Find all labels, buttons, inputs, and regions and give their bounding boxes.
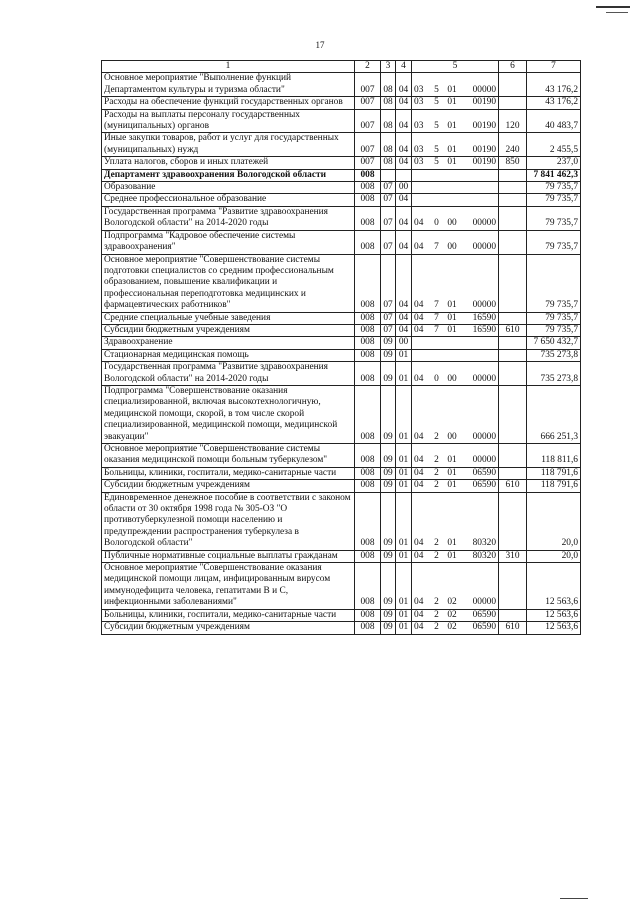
- target-direction-code-cell: [461, 194, 499, 206]
- amount-cell: 40 483,7: [527, 109, 581, 133]
- target-activity-code-cell: 01: [444, 73, 461, 97]
- target-direction-code-cell: [461, 349, 499, 361]
- target-direction-code-cell: 16590: [461, 324, 499, 336]
- target-direction-code-cell: 06590: [461, 609, 499, 621]
- target-activity-code-cell: 01: [444, 480, 461, 492]
- target-subprogram-code-cell: [430, 194, 444, 206]
- admin-code-cell: 008: [355, 609, 381, 621]
- amount-cell: 237,0: [527, 157, 581, 169]
- target-direction-code-cell: 06590: [461, 622, 499, 634]
- amount-cell: 12 563,6: [527, 563, 581, 610]
- subsection-code-cell: 04: [396, 206, 412, 230]
- item-name-cell: Подпрограмма "Кадровое обеспечение системы здравоохранения": [102, 230, 355, 254]
- target-activity-code-cell: 00: [444, 362, 461, 386]
- target-program-code-cell: 04: [412, 550, 430, 562]
- admin-code-cell: 008: [355, 182, 381, 194]
- target-activity-code-cell: 01: [444, 254, 461, 312]
- amount-cell: 735 273,8: [527, 362, 581, 386]
- target-activity-code-cell: [444, 194, 461, 206]
- header-col-7: 7: [527, 61, 581, 73]
- subsection-code-cell: 00: [396, 337, 412, 349]
- target-subprogram-code-cell: [430, 169, 444, 181]
- item-name-cell: Государственная программа "Развитие здравоохранения Вологодской области" на 2014-2020 годы: [102, 206, 355, 230]
- expense-type-code-cell: [499, 254, 527, 312]
- section-code-cell: 08: [381, 97, 396, 109]
- target-activity-code-cell: 01: [444, 312, 461, 324]
- target-subprogram-code-cell: 2: [430, 480, 444, 492]
- amount-cell: 666 251,3: [527, 385, 581, 443]
- section-code-cell: 09: [381, 563, 396, 610]
- target-activity-code-cell: 01: [444, 550, 461, 562]
- admin-code-cell: 008: [355, 206, 381, 230]
- section-code-cell: 08: [381, 73, 396, 97]
- admin-code-cell: 008: [355, 230, 381, 254]
- table-row: [102, 550, 581, 562]
- admin-code-cell: 007: [355, 133, 381, 157]
- subsection-code-cell: 04: [396, 157, 412, 169]
- table-row: [102, 182, 581, 194]
- target-activity-code-cell: [444, 337, 461, 349]
- target-subprogram-code-cell: 5: [430, 133, 444, 157]
- subsection-code-cell: 01: [396, 385, 412, 443]
- subsection-code-cell: 04: [396, 194, 412, 206]
- subsection-code-cell: [396, 169, 412, 181]
- item-name-cell: Департамент здравоохранения Вологодской области: [102, 169, 355, 181]
- table-row: [102, 444, 581, 468]
- expense-type-code-cell: [499, 73, 527, 97]
- amount-cell: 2 455,5: [527, 133, 581, 157]
- target-program-code-cell: 03: [412, 73, 430, 97]
- section-code-cell: 07: [381, 324, 396, 336]
- table-row: [102, 563, 581, 610]
- section-code-cell: 07: [381, 182, 396, 194]
- target-program-code-cell: 04: [412, 444, 430, 468]
- target-program-code-cell: [412, 182, 430, 194]
- table-row: [102, 324, 581, 336]
- subsection-code-cell: 01: [396, 563, 412, 610]
- amount-cell: 79 735,7: [527, 182, 581, 194]
- target-program-code-cell: 04: [412, 312, 430, 324]
- admin-code-cell: 008: [355, 563, 381, 610]
- table-row: [102, 157, 581, 169]
- item-name-cell: Единовременное денежное пособие в соответствии с законом области от 30 октября 1998 года № 305-ОЗ "О противотуберкулезной помощи населению и предупреждении распространения туберкулеза в Вологодской области": [102, 492, 355, 550]
- section-code-cell: 07: [381, 194, 396, 206]
- table-body: [102, 73, 581, 634]
- section-code-cell: 09: [381, 444, 396, 468]
- section-code-cell: 08: [381, 133, 396, 157]
- subsection-code-cell: 04: [396, 97, 412, 109]
- target-program-code-cell: 04: [412, 230, 430, 254]
- header-col-1: 1: [102, 61, 355, 73]
- table-row: [102, 194, 581, 206]
- amount-cell: 7 650 432,7: [527, 337, 581, 349]
- subsection-code-cell: 04: [396, 230, 412, 254]
- header-col-4: 4: [396, 61, 412, 73]
- target-direction-code-cell: 00190: [461, 133, 499, 157]
- subsection-code-cell: 04: [396, 254, 412, 312]
- target-subprogram-code-cell: 5: [430, 157, 444, 169]
- target-activity-code-cell: 02: [444, 563, 461, 610]
- section-code-cell: 07: [381, 254, 396, 312]
- table-row: [102, 480, 581, 492]
- section-code-cell: 09: [381, 622, 396, 634]
- target-subprogram-code-cell: [430, 349, 444, 361]
- expense-type-code-cell: [499, 563, 527, 610]
- subsection-code-cell: 01: [396, 492, 412, 550]
- target-subprogram-code-cell: 5: [430, 73, 444, 97]
- target-program-code-cell: 04: [412, 622, 430, 634]
- expense-type-code-cell: [499, 182, 527, 194]
- item-name-cell: Субсидии бюджетным учреждениям: [102, 622, 355, 634]
- expense-type-code-cell: 610: [499, 622, 527, 634]
- expense-type-code-cell: [499, 385, 527, 443]
- expense-type-code-cell: [499, 337, 527, 349]
- target-subprogram-code-cell: 7: [430, 312, 444, 324]
- target-activity-code-cell: 02: [444, 609, 461, 621]
- section-code-cell: 07: [381, 312, 396, 324]
- target-direction-code-cell: [461, 337, 499, 349]
- target-subprogram-code-cell: 5: [430, 97, 444, 109]
- scan-mark-top: [596, 6, 630, 8]
- budget-table: [101, 60, 581, 635]
- scan-mark-bottom: [560, 898, 588, 899]
- target-subprogram-code-cell: 2: [430, 385, 444, 443]
- item-name-cell: Больницы, клиники, госпитали, медико-санитарные части: [102, 467, 355, 479]
- target-activity-code-cell: [444, 182, 461, 194]
- target-program-code-cell: 04: [412, 254, 430, 312]
- table-row: [102, 622, 581, 634]
- amount-cell: 43 176,2: [527, 73, 581, 97]
- table-row: [102, 133, 581, 157]
- target-subprogram-code-cell: 0: [430, 362, 444, 386]
- table-row: [102, 97, 581, 109]
- section-code-cell: 09: [381, 492, 396, 550]
- item-name-cell: Публичные нормативные социальные выплаты гражданам: [102, 550, 355, 562]
- expense-type-code-cell: 610: [499, 324, 527, 336]
- expense-type-code-cell: [499, 444, 527, 468]
- item-name-cell: Иные закупки товаров, работ и услуг для государственных (муниципальных) нужд: [102, 133, 355, 157]
- amount-cell: 118 811,6: [527, 444, 581, 468]
- target-activity-code-cell: 00: [444, 230, 461, 254]
- admin-code-cell: 007: [355, 157, 381, 169]
- subsection-code-cell: 04: [396, 324, 412, 336]
- target-program-code-cell: [412, 194, 430, 206]
- table-row: [102, 467, 581, 479]
- expense-type-code-cell: [499, 609, 527, 621]
- section-code-cell: 07: [381, 206, 396, 230]
- amount-cell: 79 735,7: [527, 254, 581, 312]
- section-code-cell: 07: [381, 230, 396, 254]
- section-code-cell: 09: [381, 337, 396, 349]
- amount-cell: 79 735,7: [527, 206, 581, 230]
- item-name-cell: Основное мероприятие "Совершенствование системы подготовки специалистов со средним профессиональным образованием, повышение квалификации и профессиональная переподготовка медицинских и фармацевтических работников": [102, 254, 355, 312]
- target-subprogram-code-cell: [430, 182, 444, 194]
- target-program-code-cell: 03: [412, 157, 430, 169]
- admin-code-cell: 008: [355, 467, 381, 479]
- item-name-cell: Среднее профессиональное образование: [102, 194, 355, 206]
- target-direction-code-cell: [461, 169, 499, 181]
- section-code-cell: 09: [381, 349, 396, 361]
- subsection-code-cell: 01: [396, 480, 412, 492]
- target-activity-code-cell: 01: [444, 109, 461, 133]
- item-name-cell: Подпрограмма "Совершенствование оказания специализированной, включая высокотехнологичную, медицинской помощи, скорой, в том числе скорой специализированной, медицинской помощи, медицинской эвакуации": [102, 385, 355, 443]
- amount-cell: 118 791,6: [527, 467, 581, 479]
- target-activity-code-cell: [444, 349, 461, 361]
- subsection-code-cell: 04: [396, 312, 412, 324]
- target-direction-code-cell: 00190: [461, 97, 499, 109]
- subsection-code-cell: 01: [396, 550, 412, 562]
- expense-type-code-cell: [499, 169, 527, 181]
- admin-code-cell: 008: [355, 362, 381, 386]
- item-name-cell: Основное мероприятие "Совершенствование оказания медицинской помощи лицам, инфицированным вирусом иммунодефицита человека, гепатитами В и С, инфекционными заболеваниями": [102, 563, 355, 610]
- header-col-2: 2: [355, 61, 381, 73]
- target-direction-code-cell: [461, 182, 499, 194]
- amount-cell: 12 563,6: [527, 622, 581, 634]
- admin-code-cell: 008: [355, 550, 381, 562]
- amount-cell: 79 735,7: [527, 230, 581, 254]
- target-program-code-cell: 04: [412, 385, 430, 443]
- target-direction-code-cell: 00190: [461, 157, 499, 169]
- item-name-cell: Больницы, клиники, госпитали, медико-санитарные части: [102, 609, 355, 621]
- admin-code-cell: 008: [355, 254, 381, 312]
- item-name-cell: Уплата налогов, сборов и иных платежей: [102, 157, 355, 169]
- item-name-cell: Субсидии бюджетным учреждениям: [102, 480, 355, 492]
- subsection-code-cell: 01: [396, 467, 412, 479]
- expense-type-code-cell: 610: [499, 480, 527, 492]
- scan-mark-top-secondary: [606, 12, 628, 13]
- target-direction-code-cell: 00000: [461, 73, 499, 97]
- target-activity-code-cell: 01: [444, 444, 461, 468]
- target-direction-code-cell: 00190: [461, 109, 499, 133]
- target-direction-code-cell: 06590: [461, 480, 499, 492]
- section-code-cell: 08: [381, 157, 396, 169]
- target-program-code-cell: [412, 169, 430, 181]
- admin-code-cell: 008: [355, 349, 381, 361]
- target-program-code-cell: 04: [412, 563, 430, 610]
- amount-cell: 79 735,7: [527, 312, 581, 324]
- target-program-code-cell: 03: [412, 133, 430, 157]
- expense-type-code-cell: [499, 492, 527, 550]
- target-direction-code-cell: 00000: [461, 563, 499, 610]
- target-activity-code-cell: 01: [444, 133, 461, 157]
- item-name-cell: Расходы на обеспечение функций государственных органов: [102, 97, 355, 109]
- amount-cell: 43 176,2: [527, 97, 581, 109]
- target-program-code-cell: 04: [412, 467, 430, 479]
- expense-type-code-cell: [499, 312, 527, 324]
- target-program-code-cell: [412, 337, 430, 349]
- subsection-code-cell: 01: [396, 444, 412, 468]
- subsection-code-cell: 01: [396, 362, 412, 386]
- table-row: [102, 254, 581, 312]
- admin-code-cell: 008: [355, 480, 381, 492]
- target-program-code-cell: 03: [412, 109, 430, 133]
- table-row: [102, 169, 581, 181]
- target-subprogram-code-cell: [430, 337, 444, 349]
- amount-cell: 79 735,7: [527, 324, 581, 336]
- target-activity-code-cell: 00: [444, 206, 461, 230]
- admin-code-cell: 008: [355, 324, 381, 336]
- target-direction-code-cell: 00000: [461, 444, 499, 468]
- table-header-row: [102, 61, 581, 73]
- expense-type-code-cell: [499, 349, 527, 361]
- target-subprogram-code-cell: 2: [430, 444, 444, 468]
- expense-type-code-cell: 120: [499, 109, 527, 133]
- section-code-cell: 09: [381, 609, 396, 621]
- admin-code-cell: 007: [355, 73, 381, 97]
- admin-code-cell: 008: [355, 385, 381, 443]
- target-program-code-cell: 04: [412, 480, 430, 492]
- item-name-cell: Субсидии бюджетным учреждениям: [102, 324, 355, 336]
- subsection-code-cell: 01: [396, 622, 412, 634]
- target-subprogram-code-cell: 2: [430, 563, 444, 610]
- table-row: [102, 362, 581, 386]
- target-activity-code-cell: 00: [444, 385, 461, 443]
- subsection-code-cell: 01: [396, 349, 412, 361]
- target-subprogram-code-cell: 2: [430, 492, 444, 550]
- expense-type-code-cell: 850: [499, 157, 527, 169]
- table-row: [102, 492, 581, 550]
- table-row: [102, 230, 581, 254]
- section-code-cell: 08: [381, 109, 396, 133]
- header-col-3: 3: [381, 61, 396, 73]
- target-direction-code-cell: 00000: [461, 230, 499, 254]
- target-activity-code-cell: 01: [444, 97, 461, 109]
- item-name-cell: Здравоохранение: [102, 337, 355, 349]
- target-activity-code-cell: [444, 169, 461, 181]
- target-subprogram-code-cell: 7: [430, 230, 444, 254]
- amount-cell: 20,0: [527, 492, 581, 550]
- admin-code-cell: 007: [355, 97, 381, 109]
- table-row: [102, 385, 581, 443]
- header-col-5: 5: [412, 61, 499, 73]
- target-program-code-cell: 04: [412, 324, 430, 336]
- target-activity-code-cell: 01: [444, 492, 461, 550]
- item-name-cell: Образование: [102, 182, 355, 194]
- target-subprogram-code-cell: 7: [430, 254, 444, 312]
- expense-type-code-cell: [499, 194, 527, 206]
- subsection-code-cell: 01: [396, 609, 412, 621]
- table-row: [102, 312, 581, 324]
- amount-cell: 118 791,6: [527, 480, 581, 492]
- target-program-code-cell: 04: [412, 362, 430, 386]
- target-activity-code-cell: 01: [444, 157, 461, 169]
- target-subprogram-code-cell: 2: [430, 622, 444, 634]
- expense-type-code-cell: 240: [499, 133, 527, 157]
- target-subprogram-code-cell: 7: [430, 324, 444, 336]
- item-name-cell: Расходы на выплаты персоналу государственных (муниципальных) органов: [102, 109, 355, 133]
- table-row: [102, 349, 581, 361]
- expense-type-code-cell: [499, 467, 527, 479]
- item-name-cell: Основное мероприятие "Совершенствование системы оказания медицинской помощи больным туберкулезом": [102, 444, 355, 468]
- target-direction-code-cell: 00000: [461, 362, 499, 386]
- table-row: [102, 609, 581, 621]
- section-code-cell: [381, 169, 396, 181]
- expense-type-code-cell: 310: [499, 550, 527, 562]
- expense-type-code-cell: [499, 230, 527, 254]
- target-direction-code-cell: 16590: [461, 312, 499, 324]
- target-subprogram-code-cell: 2: [430, 609, 444, 621]
- expense-type-code-cell: [499, 362, 527, 386]
- admin-code-cell: 008: [355, 492, 381, 550]
- admin-code-cell: 008: [355, 622, 381, 634]
- amount-cell: 735 273,8: [527, 349, 581, 361]
- target-subprogram-code-cell: 0: [430, 206, 444, 230]
- table-row: [102, 206, 581, 230]
- target-direction-code-cell: 06590: [461, 467, 499, 479]
- target-subprogram-code-cell: 2: [430, 467, 444, 479]
- item-name-cell: Средние специальные учебные заведения: [102, 312, 355, 324]
- admin-code-cell: 007: [355, 109, 381, 133]
- target-activity-code-cell: 02: [444, 622, 461, 634]
- target-direction-code-cell: 00000: [461, 254, 499, 312]
- page-number: 17: [315, 40, 325, 50]
- target-program-code-cell: [412, 349, 430, 361]
- header-col-6: 6: [499, 61, 527, 73]
- target-program-code-cell: 04: [412, 492, 430, 550]
- target-program-code-cell: 04: [412, 609, 430, 621]
- target-program-code-cell: 04: [412, 206, 430, 230]
- section-code-cell: 09: [381, 480, 396, 492]
- admin-code-cell: 008: [355, 337, 381, 349]
- amount-cell: 12 563,6: [527, 609, 581, 621]
- section-code-cell: 09: [381, 362, 396, 386]
- subsection-code-cell: 04: [396, 109, 412, 133]
- item-name-cell: Основное мероприятие "Выполнение функций Департаментом культуры и туризма области": [102, 73, 355, 97]
- target-direction-code-cell: 00000: [461, 206, 499, 230]
- table-row: [102, 109, 581, 133]
- target-subprogram-code-cell: 5: [430, 109, 444, 133]
- amount-cell: 79 735,7: [527, 194, 581, 206]
- item-name-cell: Стационарная медицинская помощь: [102, 349, 355, 361]
- item-name-cell: Государственная программа "Развитие здравоохранения Вологодской области" на 2014-2020 годы: [102, 362, 355, 386]
- section-code-cell: 09: [381, 385, 396, 443]
- target-program-code-cell: 03: [412, 97, 430, 109]
- admin-code-cell: 008: [355, 312, 381, 324]
- expense-type-code-cell: [499, 97, 527, 109]
- subsection-code-cell: 04: [396, 133, 412, 157]
- table-row: [102, 337, 581, 349]
- admin-code-cell: 008: [355, 444, 381, 468]
- target-activity-code-cell: 01: [444, 324, 461, 336]
- target-activity-code-cell: 01: [444, 467, 461, 479]
- target-direction-code-cell: 80320: [461, 550, 499, 562]
- expense-type-code-cell: [499, 206, 527, 230]
- target-direction-code-cell: 80320: [461, 492, 499, 550]
- admin-code-cell: 008: [355, 194, 381, 206]
- admin-code-cell: 008: [355, 169, 381, 181]
- amount-cell: 20,0: [527, 550, 581, 562]
- target-subprogram-code-cell: 2: [430, 550, 444, 562]
- amount-cell: 7 841 462,3: [527, 169, 581, 181]
- subsection-code-cell: 00: [396, 182, 412, 194]
- section-code-cell: 09: [381, 550, 396, 562]
- table-row: [102, 73, 581, 97]
- target-direction-code-cell: 00000: [461, 385, 499, 443]
- subsection-code-cell: 04: [396, 73, 412, 97]
- section-code-cell: 09: [381, 467, 396, 479]
